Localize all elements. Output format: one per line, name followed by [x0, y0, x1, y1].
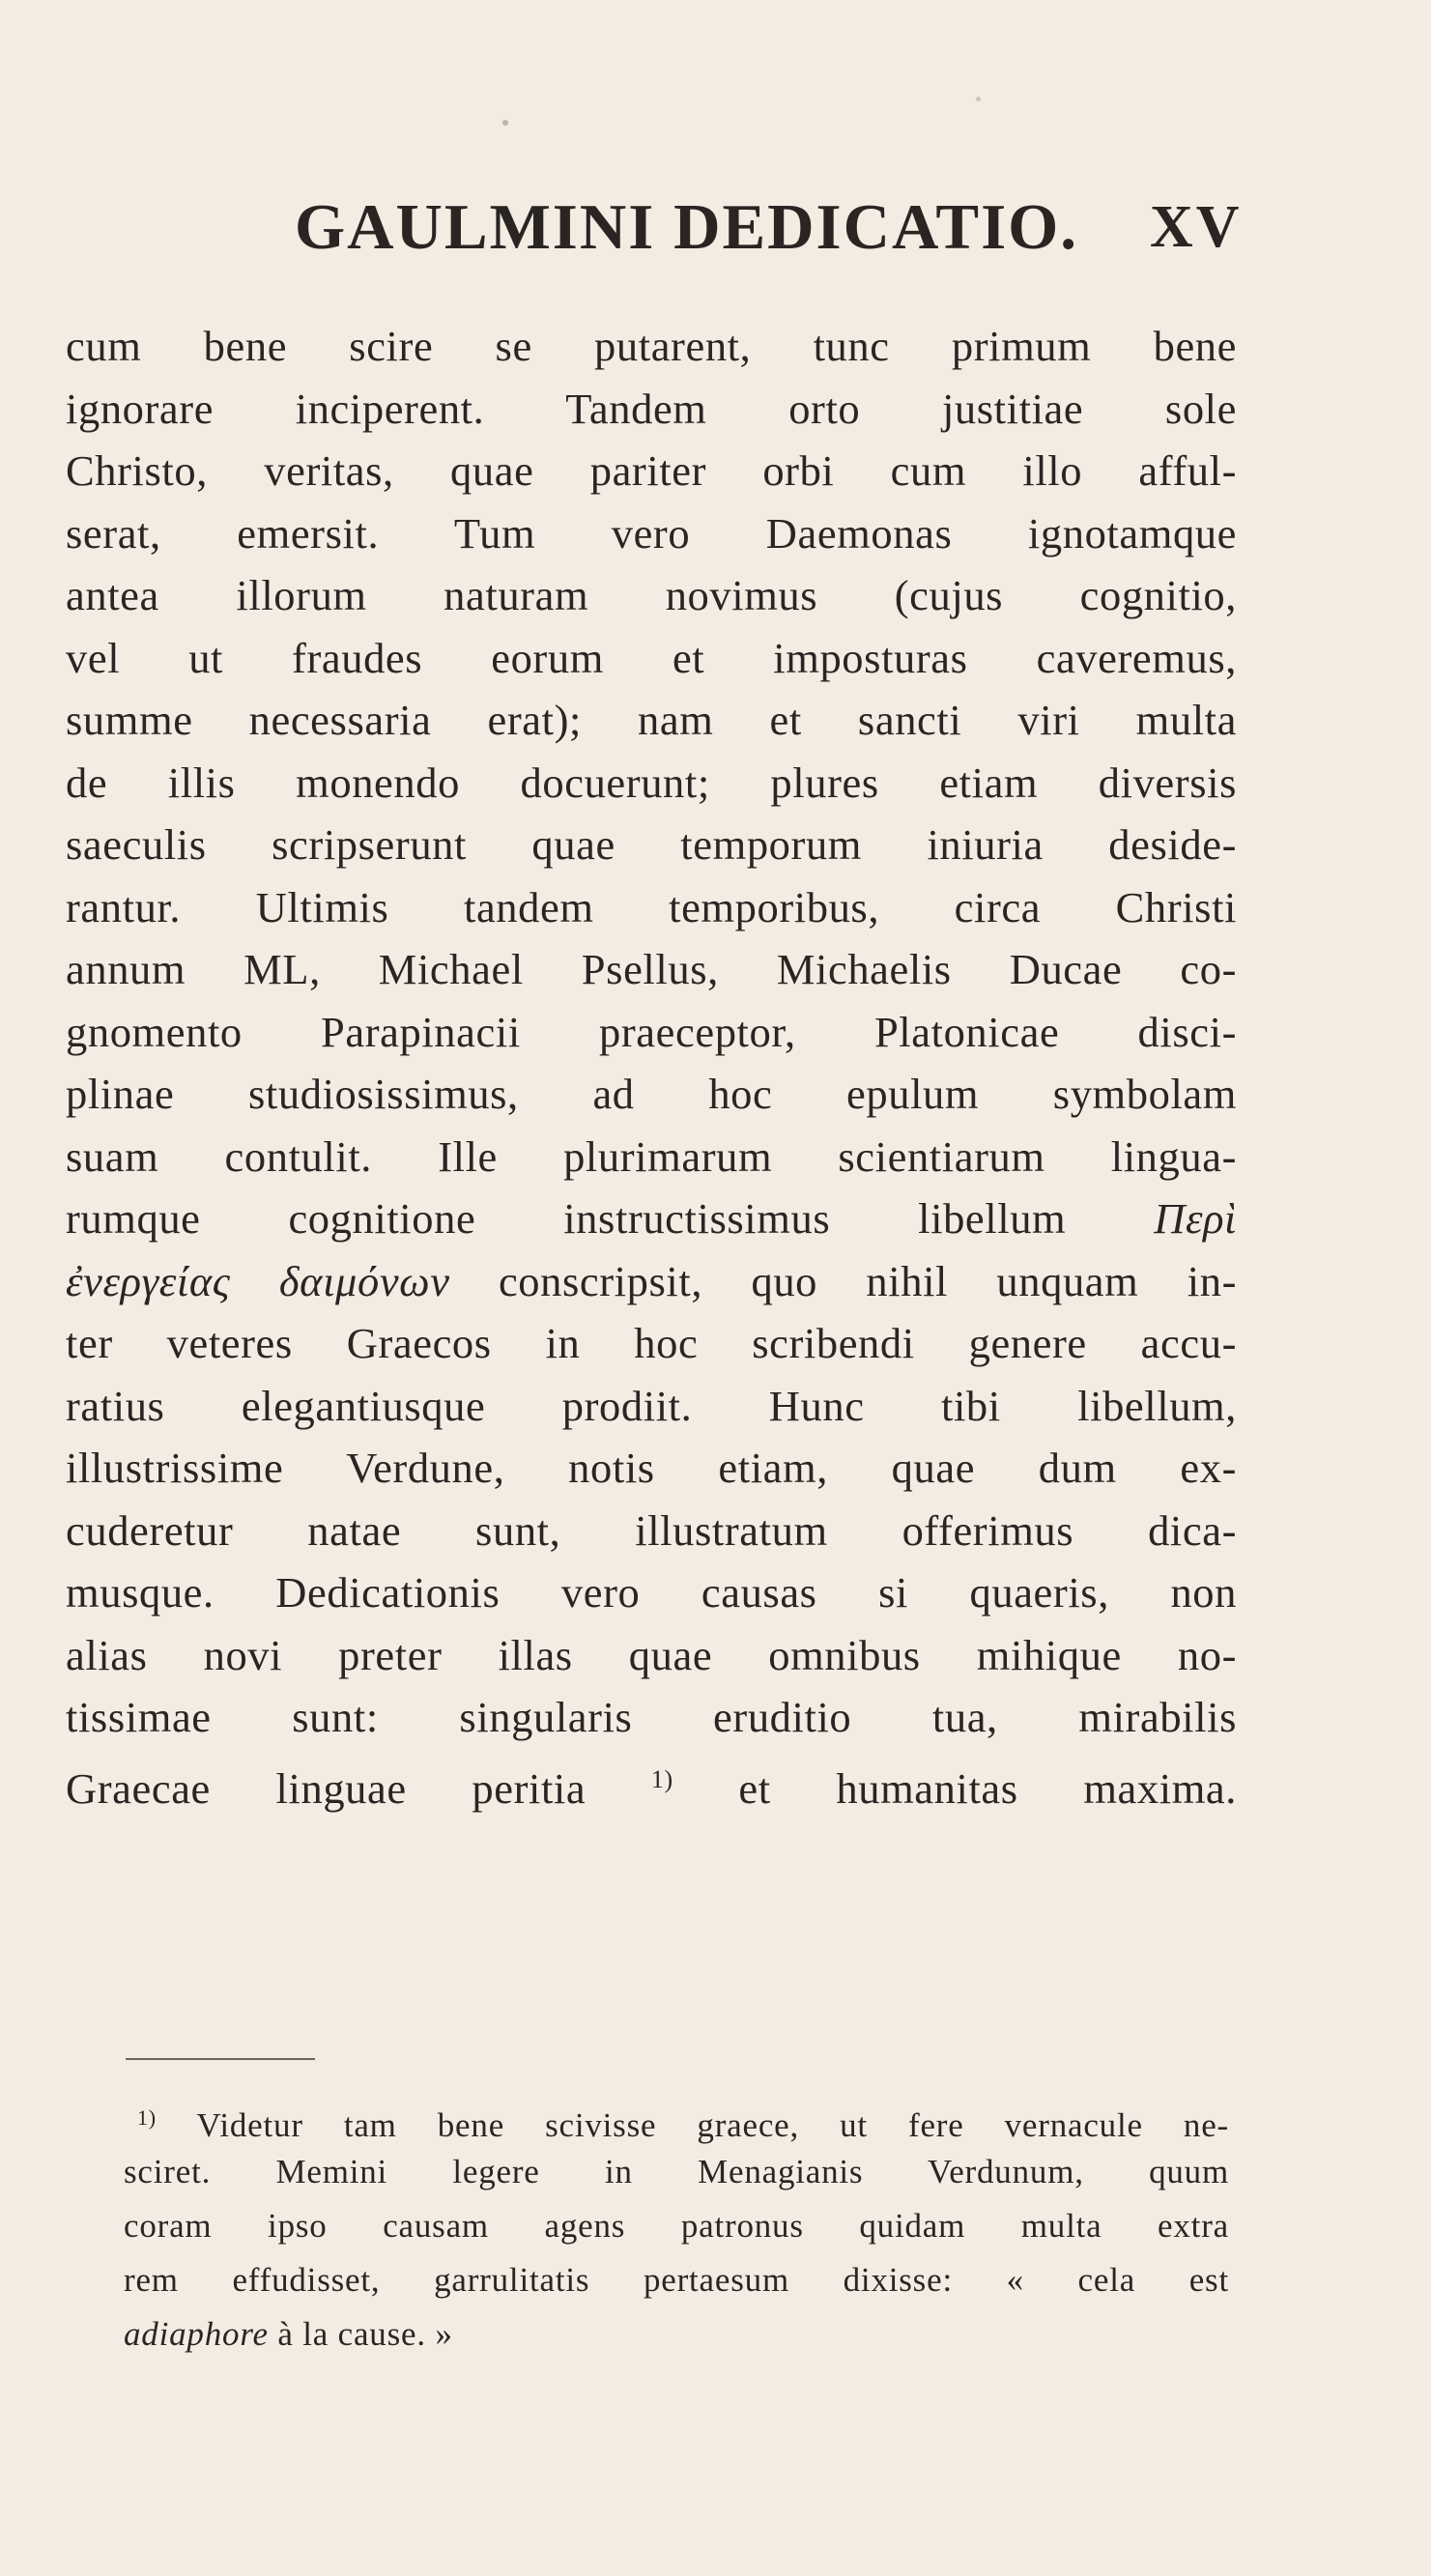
text-line [66, 1250, 1237, 1313]
footnote-line [124, 2091, 1229, 2145]
text-line: antea illorum naturam novimus (cujus cognitio, [66, 571, 1237, 619]
text-line: alias novi preter illas quae omnibus mihique no- [66, 1630, 1237, 1679]
text-segment: et humanitas maxima. [673, 1763, 1237, 1813]
text-line: summe necessaria erat); nam et sancti viri multa [66, 696, 1237, 744]
text-line [66, 1188, 1237, 1250]
text-segment: Graecae linguae peritia [66, 1763, 587, 1813]
text-segment: à la cause. » [268, 2315, 453, 2353]
text-line: Christo, veritas, quae pariter orbi cum illo afful- [66, 446, 1237, 495]
ink-speck [502, 120, 508, 126]
footnote-line: rem effudisset, garrulitatis pertaesum dixisse: « cela est [124, 2261, 1229, 2299]
text-line: suam contulit. Ille plurimarum scientiarum lingua- [66, 1131, 1237, 1181]
text-segment: conscripsit, quo nihil unquam in- [449, 1256, 1237, 1305]
text-line: vel ut fraudes eorum et imposturas caveremus, [66, 633, 1237, 682]
footnote [124, 2091, 1229, 2361]
text-line [66, 1749, 1237, 1812]
text-line: ter veteres Graecos in hoc scribendi genere accu- [66, 1319, 1237, 1367]
footnote-divider [126, 2058, 315, 2060]
text-line: rantur. Ultimis tandem temporibus, circa Christi [66, 882, 1237, 931]
footnote-reference[interactable]: 1) [650, 1764, 673, 1793]
footnote-marker: 1) [137, 2105, 157, 2130]
running-title: GAULMINI DEDICATIO. [295, 191, 1079, 263]
text-line: annum ML, Michael Psellus, Michaelis Ducae co- [66, 945, 1237, 993]
text-line: serat, emersit. Tum vero Daemonas ignotamque [66, 508, 1237, 558]
text-line: de illis monendo docuerunt; plures etiam diversis [66, 758, 1237, 807]
text-line: musque. Dedicationis vero causas si quaeris, non [66, 1568, 1237, 1617]
text-segment: Videtur tam bene scivisse graece, ut fere vernacule ne- [196, 2106, 1229, 2144]
greek-title-part: ἐνεργείας δαιμόνων [66, 1256, 450, 1305]
text-segment: rumque cognitione instructissimus libellum [66, 1194, 1067, 1243]
text-line: gnomento Parapinacii praeceptor, Platonicae disci- [66, 1007, 1237, 1056]
text-line: cum bene scire se putarent, tunc primum bene [66, 322, 1237, 370]
text-line: ignorare inciperent. Tandem orto justitiae sole [66, 384, 1237, 433]
main-text [66, 315, 1237, 1811]
italic-word: adiaphore [124, 2315, 269, 2353]
running-header [0, 184, 1431, 271]
text-line: saeculis scripserunt quae temporum iniuria deside- [66, 820, 1237, 869]
text-line: plinae studiosissimus, ad hoc epulum symbolam [66, 1070, 1237, 1118]
text-line: ratius elegantiusque prodiit. Hunc tibi libellum, [66, 1381, 1237, 1430]
footnote-line: sciret. Memini legere in Menagianis Verdunum, quum [124, 2153, 1229, 2190]
text-line: illustrissime Verdune, notis etiam, quae dum ex- [66, 1444, 1237, 1492]
footnote-line: coram ipso causam agens patronus quidam multa extra [124, 2207, 1229, 2245]
greek-title-part: Περὶ [1154, 1194, 1237, 1243]
footnote-line [124, 2307, 1229, 2361]
page-number: XV [1150, 194, 1243, 260]
text-line: tissimae sunt: singularis eruditio tua, mirabilis [66, 1693, 1237, 1741]
ink-speck [976, 97, 981, 101]
text-line: cuderetur natae sunt, illustratum offerimus dica- [66, 1505, 1237, 1555]
